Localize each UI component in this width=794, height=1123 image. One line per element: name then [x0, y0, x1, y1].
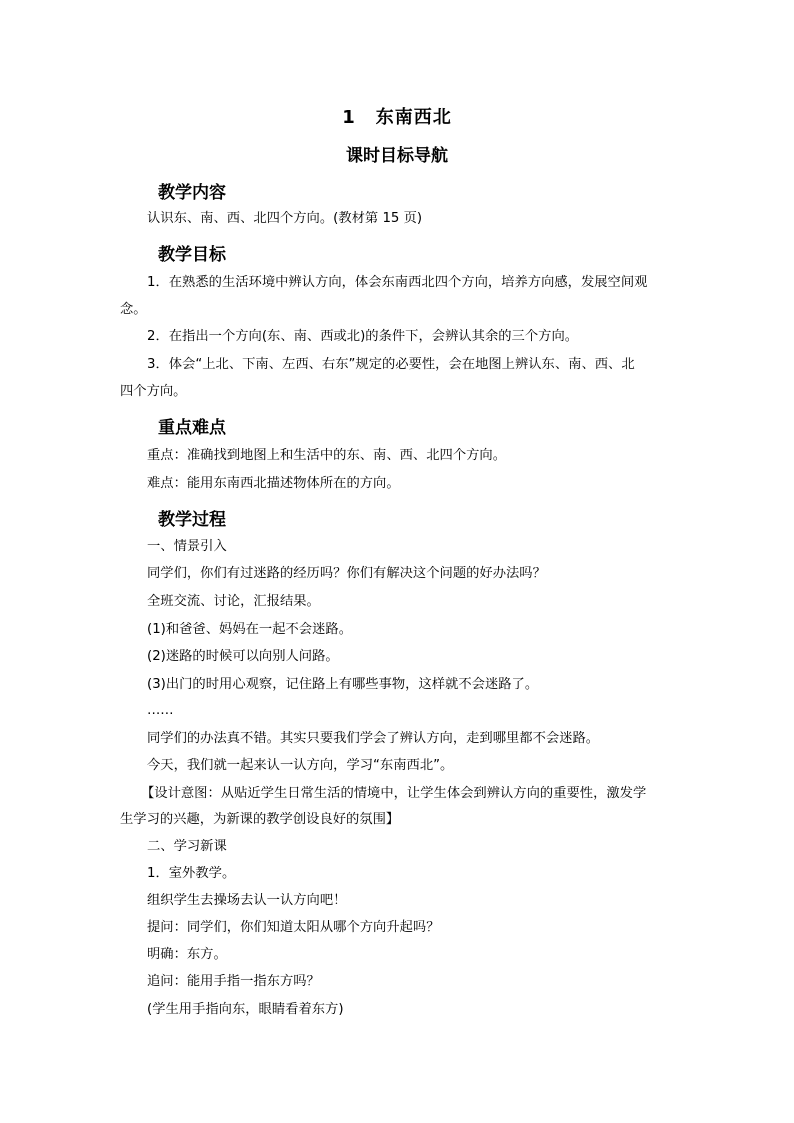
summary-line: 同学们的办法真不错。其实只要我们学会了辨认方向，走到哪里都不会迷路。 [147, 731, 600, 746]
student-action: (学生用手指向东，眼睛看着东方) [147, 1002, 344, 1017]
answer-2: (2)迷路的时候可以向别人问路。 [147, 649, 339, 664]
answer-1: (1)和爸爸、妈妈在一起不会迷路。 [147, 622, 352, 637]
organize-line: 组织学生去操场去认一认方向吧！ [147, 893, 347, 908]
today-line: 今天，我们就一起来认一认方向，学习“东南西北”。 [147, 758, 454, 773]
design-intent-line-2: 生学习的兴趣，为新课的教学创设良好的氛围】 [120, 812, 400, 827]
design-intent-line-1: 【设计意图：从贴近学生日常生活的情境中，让学生体会到辨认方向的重要性，激发学 [141, 786, 647, 801]
step-1: 1．室外教学。 [147, 866, 236, 881]
lesson-number: 1 [342, 107, 356, 128]
difficulty: 难点：能用东南西北描述物体所在的方向。 [147, 476, 400, 491]
part-1-title: 一、情景引入 [147, 539, 227, 554]
goal-3-line-1: 3．体会“上北、下南、左西、右东”规定的必要性，会在地图上辨认东、南、西、北 [147, 357, 635, 372]
subtitle: 课时目标导航 [346, 146, 448, 166]
part-2-title: 二、学习新课 [147, 839, 227, 854]
section-heading-content: 教学内容 [158, 183, 226, 203]
lesson-title [0, 103, 794, 129]
ellipsis: …… [147, 703, 174, 718]
section-heading-process: 教学过程 [158, 510, 226, 530]
goal-1-line-2: 念。 [120, 302, 147, 317]
ask-1: 提问：同学们，你们知道太阳从哪个方向升起吗？ [147, 920, 440, 935]
ask-2: 追问：能用手指一指东方吗？ [147, 974, 320, 989]
goal-1-line-1: 1．在熟悉的生活环境中辨认方向，体会东南西北四个方向，培养方向感，发展空间观 [147, 275, 648, 290]
answer-3: (3)出门的时用心观察，记住路上有哪些事物，这样就不会迷路了。 [147, 677, 539, 692]
question-1: 同学们，你们有过迷路的经历吗？你们有解决这个问题的好办法吗？ [147, 566, 546, 581]
page-bottom-margin [0, 1030, 794, 1123]
key-point: 重点：准确找到地图上和生活中的东、南、西、北四个方向。 [147, 448, 507, 463]
lesson-title-text: 东南西北 [375, 107, 452, 128]
goal-2: 2．在指出一个方向(东、南、西或北)的条件下，会辨认其余的三个方向。 [147, 329, 579, 344]
clarify-line: 明确：东方。 [147, 947, 227, 962]
content-text: 认识东、南、西、北四个方向。(教材第 15 页) [147, 211, 423, 226]
section-heading-goals: 教学目标 [158, 245, 226, 265]
section-heading-key-points: 重点难点 [158, 418, 226, 438]
goal-3-line-2: 四个方向。 [120, 384, 187, 399]
discuss-line: 全班交流、讨论，汇报结果。 [147, 594, 320, 609]
